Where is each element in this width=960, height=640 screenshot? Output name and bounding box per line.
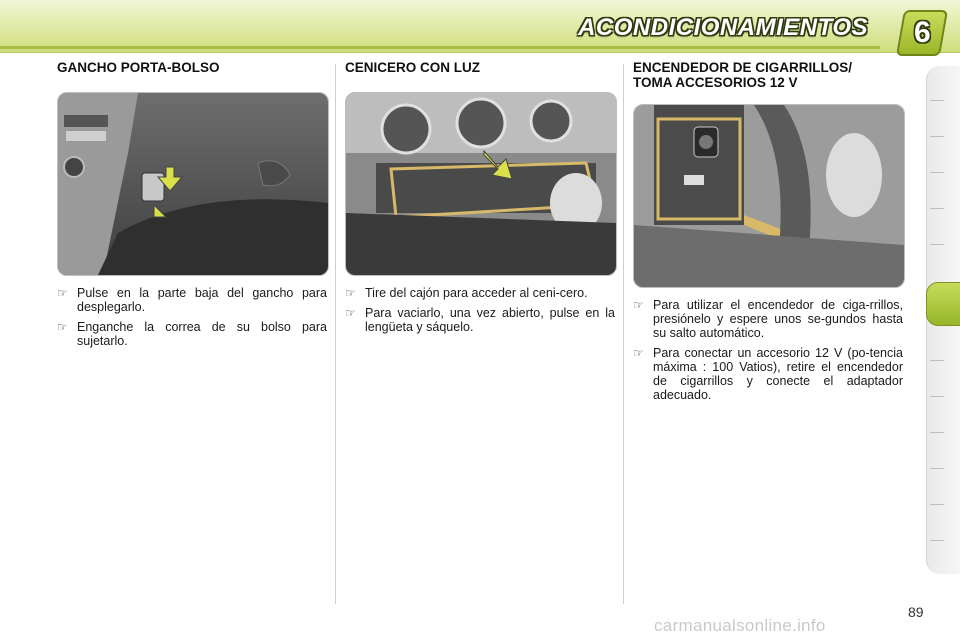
tab-divider: [930, 540, 944, 541]
tab-divider: [930, 468, 944, 469]
instruction-item: ☞ Para utilizar el encendedor de ciga-rrillos, presiónelo y espere unos se-gundos hasta su salto automático.: [633, 298, 903, 340]
tab-divider: [930, 100, 944, 101]
section-heading: ENCENDEDOR DE CIGARRILLOS/ TOMA ACCESORIOS 12 V: [633, 60, 853, 90]
instruction-item: ☞ Para vaciarlo, una vez abierto, pulse en la lengüeta y sáquelo.: [345, 306, 615, 334]
pointing-hand-icon: ☞: [633, 346, 644, 360]
instruction-item: ☞ Tire del cajón para acceder al ceni-cero.: [345, 286, 588, 300]
tab-divider: [930, 244, 944, 245]
instruction-list: [345, 286, 615, 334]
chapter-number: 6: [913, 16, 931, 49]
watermark: carmanualsonline.info: [654, 616, 826, 635]
chapter-badge: [896, 10, 948, 56]
tab-divider: [930, 432, 944, 433]
pointing-hand-icon: ☞: [345, 286, 356, 300]
tab-divider: [930, 360, 944, 361]
pointing-hand-icon: ☞: [57, 286, 68, 300]
active-chapter-tab[interactable]: [926, 282, 960, 326]
instruction-list: [57, 286, 327, 348]
header-rule: [0, 46, 880, 49]
pointing-hand-icon: ☞: [633, 298, 644, 312]
instruction-item: ☞ Enganche la correa de su bolso para sujetarlo.: [57, 320, 327, 348]
pointing-hand-icon: ☞: [345, 306, 356, 320]
section-bag-hook: [57, 60, 327, 354]
page-number: 89: [908, 604, 924, 620]
section-heading: GANCHO PORTA-BOLSO: [57, 60, 220, 75]
column-divider: [335, 64, 336, 604]
instruction-list: [633, 298, 903, 402]
pointing-hand-icon: ☞: [57, 320, 68, 334]
bag-hook-photo: [57, 92, 329, 276]
tab-divider: [930, 504, 944, 505]
tab-divider: [930, 172, 944, 173]
lighter-photo: [633, 104, 905, 288]
tab-divider: [930, 208, 944, 209]
section-heading: CENICERO CON LUZ: [345, 60, 480, 75]
column-divider: [623, 64, 624, 604]
instruction-item: ☞ Pulse en la parte baja del gancho para desplegarlo.: [57, 286, 327, 314]
ashtray-photo: [345, 92, 617, 276]
tab-divider: [930, 396, 944, 397]
instruction-item: ☞ Para conectar un accesorio 12 V (po-tencia máxima : 100 Vatios), retire el encendedor de cigarrillos y conecte el adaptador adecuado.: [633, 346, 903, 402]
section-ashtray: [345, 60, 615, 340]
tab-divider: [930, 136, 944, 137]
section-title: ACONDICIONAMIENTOS: [578, 14, 868, 41]
section-lighter-socket: [633, 60, 903, 408]
